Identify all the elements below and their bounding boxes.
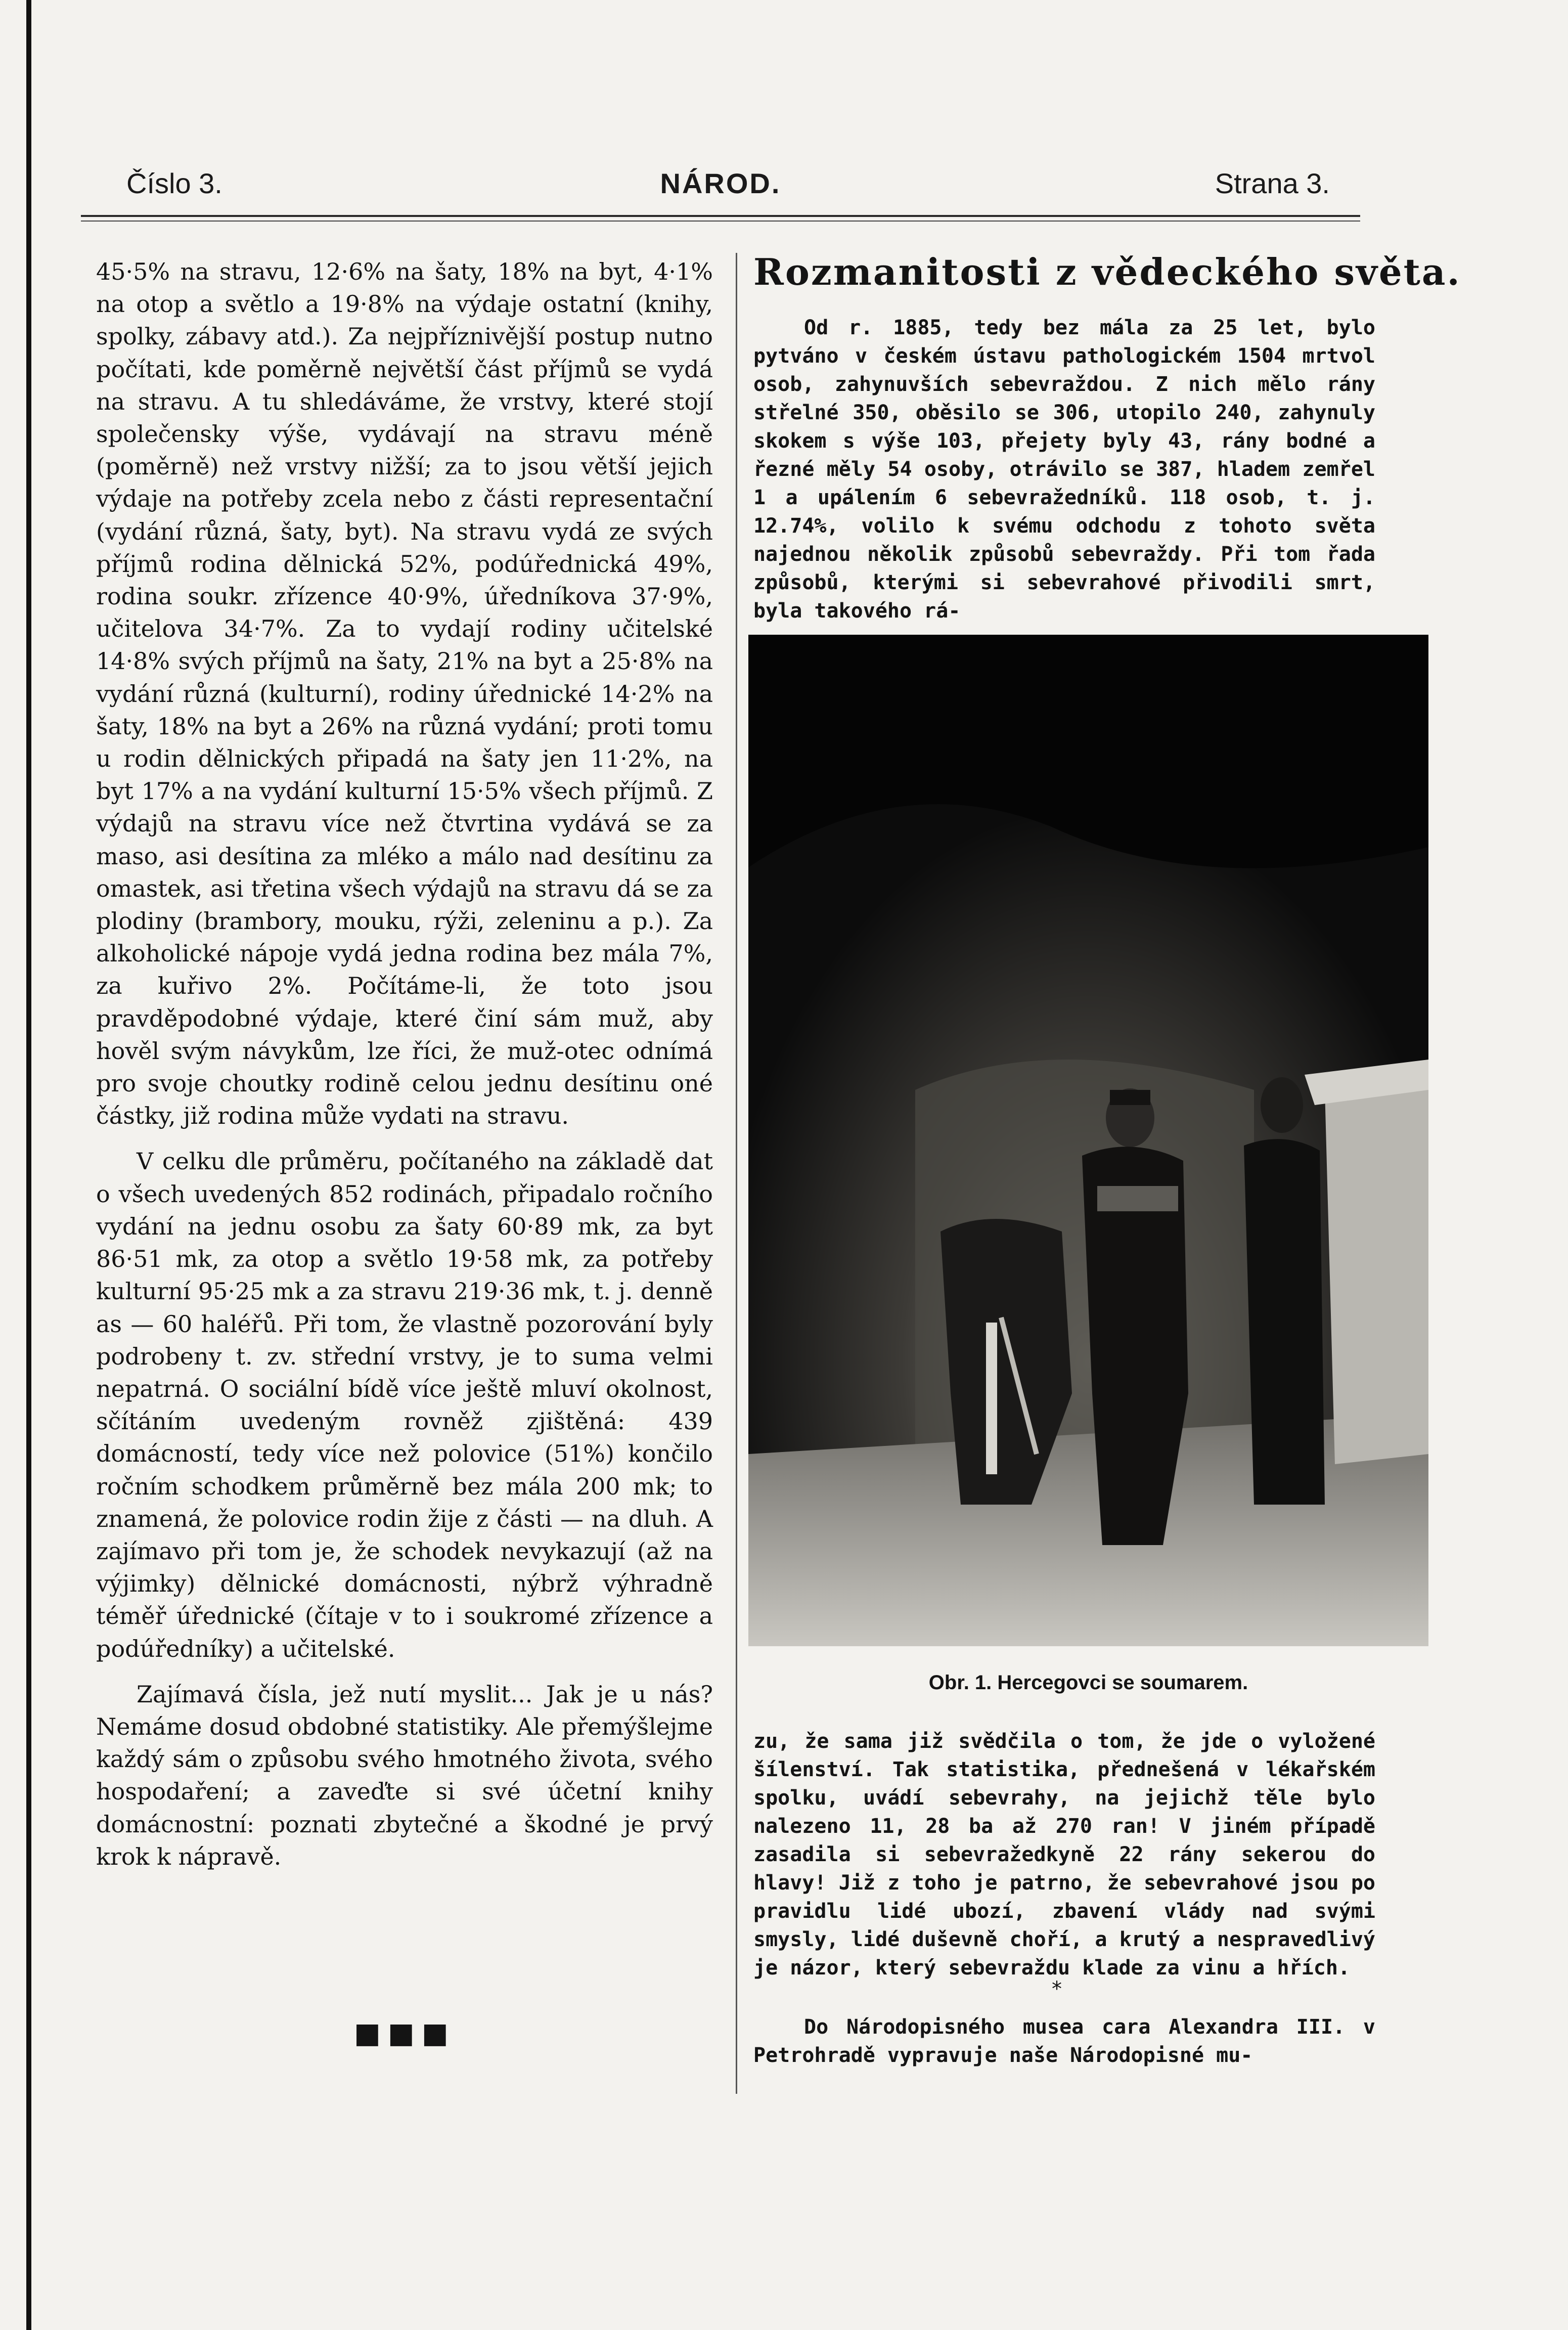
- section-title: Rozmanitosti z vědeckého světa.: [753, 250, 1461, 293]
- column-divider: [736, 253, 737, 2094]
- scan-edge: [26, 0, 31, 2330]
- newspaper-title: NÁROD.: [660, 167, 781, 199]
- paragraph: Zajímavá čísla, jež nutí myslit... Jak je u nás? Nemáme dosud obdobné statistiky. Ale přemýšlejme každý sám o způsobu svého hmotného života, svého hospodaření; a zaveďte si své účetní knihy domácnostní: poznati zbytečné a škodné je prvý krok k nápravě.: [96, 1680, 713, 1870]
- paragraph: 45·5% na stravu, 12·6% na šaty, 18% na byt, 4·1% na otop a světlo a 19·8% na výdaje ostatní (knihy, spolky, zábavy atd.). Za nejpříznivější postup nutno počítati, kde poměrně největší část příjmů se vydá na stravu. A tu shledáváme, že vrstvy, které stojí společensky výše, vydávají na stravu méně (poměrně) než vrstvy nižší; za to jsou větší jejich výdaje na potřeby zcela nebo z části representační (vydání různá, šaty, byt). Na stravu vydá ze svých příjmů rodina dělnická 52%, podúřednická 49%, rodina soukr. zřízence 40·9%, úředníkova 37·9%, učitelova 34·7%. Za to vydají rodiny učitelské 14·8% svých příjmů na šaty, 21% na byt a 25·8% na vydání různá (kulturní), rodiny úřednické 14·2% na šaty, 18% na byt a 26% na různá vydání; proti tomu u rodin dělnických připadá na šaty jen 11·2%, na byt 17% a na vydání kulturní 15·5% všech příjmů. Z výdajů na stravu více než čtvrtina vydává se za maso, asi desítina za mléko a málo nad desítinu za omastek, asi třetina všech výdajů na stravu dá se za plodiny (brambory, mouku, rýži, zeleninu a p.). Za alkoholické nápoje vydá jedna rodina bez mála 7%, za kuřivo 2%. Počítáme-li, že toto jsou pravděpodobné výdaje, které činí sám muž, aby hověl svým návykům, lze říci, že muž-otec odnímá pro svoje choutky rodině celou jednu desítinu oné částky, již rodina může vydati na stravu.: [96, 258, 713, 1130]
- page-header: [96, 167, 1345, 223]
- photo-image: [748, 635, 1428, 1646]
- section-end-ornament: ■■■: [354, 2017, 456, 2050]
- page-number: Strana 3.: [1215, 167, 1330, 199]
- photo-caption: Obr. 1. Hercegovci se soumarem.: [928, 1672, 1248, 1694]
- separator-asterisk: *: [1052, 1977, 1062, 2001]
- right-column-next-item: [753, 2013, 1375, 2070]
- paragraph: V celku dle průměru, počítaného na základě dat o všech uvedených 852 rodinách, připadalo ročního vydání na jednu osobu za šaty 60·89 mk, za byt 86·51 mk, za otop a světlo 19·58 mk, za potřeby kulturní 95·25 mk a za stravu 219·36 mk, t. j. denně as — 60 haléřů. Při tom, že vlastně pozorování byly podrobeny t. zv. střední vrstvy, je to suma velmi nepatrná. O sociální bídě více ještě mluví okolnost, sčítáním uvedeným rovněž zjištěná: 439 domácností, tedy více než polovice (51%) končilo ročním schodkem průměrně bez mála 200 mk; to znamená, že polovice rodin žije z části — na dluh. A zajímavo při tom je, že schodek nevykazují (až na výjimky) dělnické domácnosti, nýbrž výhradně téměř úřednické (čítaje v to i soukromé zřízence a podúředníky) a učitelské.: [96, 1148, 713, 1662]
- header-rule: [81, 215, 1360, 217]
- paragraph: Do Národopisného musea cara Alexandra III. v Petrohradě vypravuje naše Národopisné mu-: [753, 2015, 1375, 2067]
- header-rule-thin: [81, 221, 1360, 222]
- paragraph: Od r. 1885, tedy bez mála za 25 let, bylo pytváno v českém ústavu pathologickém 1504 mrtvol osob, zahynuvších sebevraždou. Z nich mělo rány střelné 350, oběsilo se 306, utopilo 240, zahynuly skokem s výše 103, přejety byly 43, rány bodné a řezné měly 54 osoby, otrávilo se 387, hladem zemřel 1 a upálením 6 sebevražedníků. 118 osob, t. j. 12.74%, volilo k svému odchodu z tohoto světa najednou několik způsobů sebevraždy. Při tom řada způsobů, kterými si sebevrahové přivodili smrt, byla takového rá-: [753, 316, 1375, 623]
- right-column: [753, 250, 1461, 625]
- right-column-continued: [753, 1727, 1375, 1982]
- issue-number: Číslo 3.: [126, 167, 222, 199]
- photo-hercegovci: [748, 635, 1428, 1646]
- paragraph: zu, že sama již svědčila o tom, že jde o vyložené šílenství. Tak statistika, přednešená v lékařském spolku, uvádí sebevrahy, na jejichž těle bylo nalezeno 11, 28 ba až 270 ran! V jiném případě zasadila si sebevražedkyně 22 rány sekerou do hlavy! Již z toho je patrno, že sebevrahové jsou po pravidlu lidé ubozí, zbavení vlády nad svými smysly, lidé duševně choří, a krutý a nespravedlivý je názor, který sebevraždu klade za vinu a hřích.: [753, 1730, 1375, 1980]
- left-column: [96, 255, 713, 1886]
